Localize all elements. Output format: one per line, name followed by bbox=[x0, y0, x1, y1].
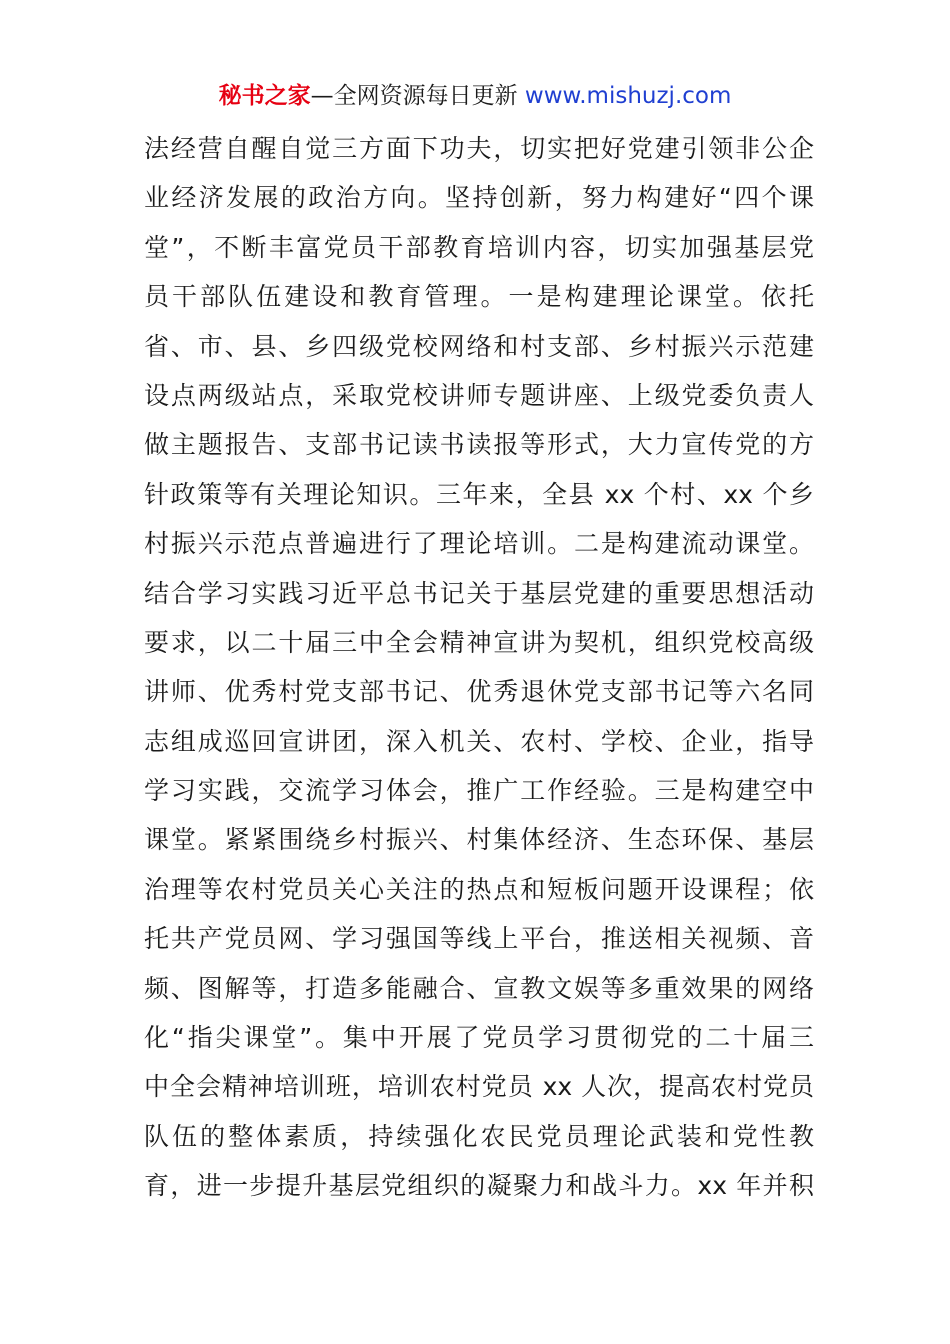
text-line: 业经济发展的政治方向。坚持创新，努力构建好“四个课 bbox=[144, 183, 814, 213]
text-line: 化“指尖课堂”。集中开展了党员学习贯彻党的二十届三 bbox=[144, 1023, 814, 1053]
text-line: 结合学习实践习近平总书记关于基层党建的重要思想活动 bbox=[144, 578, 814, 608]
text-line: 村振兴示范点普遍进行了理论培训。二是构建流动课堂。 bbox=[144, 529, 814, 559]
text-line: 频、图解等，打造多能融合、宣教文娱等多重效果的网络 bbox=[144, 973, 814, 1003]
text-line: 要求，以二十届三中全会精神宣讲为契机，组织党校高级 bbox=[144, 627, 814, 657]
text-line: 育，进一步提升基层党组织的凝聚力和战斗力。xx 年并积 bbox=[144, 1171, 814, 1201]
text-line: 课堂。紧紧围绕乡村振兴、村集体经济、生态环保、基层 bbox=[144, 825, 814, 855]
text-line: 员干部队伍建设和教育管理。一是构建理论课堂。依托 bbox=[144, 282, 814, 312]
text-line: 学习实践，交流学习体会，推广工作经验。三是构建空中 bbox=[144, 776, 814, 806]
document-body bbox=[144, 124, 814, 1211]
text-line: 治理等农村党员关心关注的热点和短板问题开设课程；依 bbox=[144, 874, 814, 904]
text-line: 中全会精神培训班，培训农村党员 xx 人次，提高农村党员 bbox=[144, 1072, 814, 1102]
text-line: 堂”，不断丰富党员干部教育培训内容，切实加强基层党 bbox=[144, 232, 814, 262]
text-line: 托共产党员网、学习强国等线上平台，推送相关视频、音 bbox=[144, 924, 814, 954]
text-line: 队伍的整体素质，持续强化农民党员理论武装和党性教 bbox=[144, 1121, 814, 1151]
text-line: 针政策等有关理论知识。三年来，全县 xx 个村、xx 个乡 bbox=[144, 479, 814, 509]
text-line: 省、市、县、乡四级党校网络和村支部、乡村振兴示范建 bbox=[144, 331, 814, 361]
text-line: 讲师、优秀村党支部书记、优秀退休党支部书记等六名同 bbox=[144, 677, 814, 707]
site-url-link[interactable]: www.mishuzj.com bbox=[524, 83, 732, 109]
text-line: 做主题报告、支部书记读书读报等形式，大力宣传党的方 bbox=[144, 430, 814, 460]
site-header bbox=[0, 80, 950, 112]
site-brand: 秘书之家 bbox=[218, 83, 311, 109]
site-tagline: —全网资源每日更新 bbox=[310, 83, 525, 109]
text-line: 志组成巡回宣讲团，深入机关、农村、学校、企业，指导 bbox=[144, 726, 814, 756]
text-line: 法经营自醒自觉三方面下功夫，切实把好党建引领非公企 bbox=[144, 134, 814, 163]
text-line: 设点两级站点，采取党校讲师专题讲座、上级党委负责人 bbox=[144, 380, 814, 410]
